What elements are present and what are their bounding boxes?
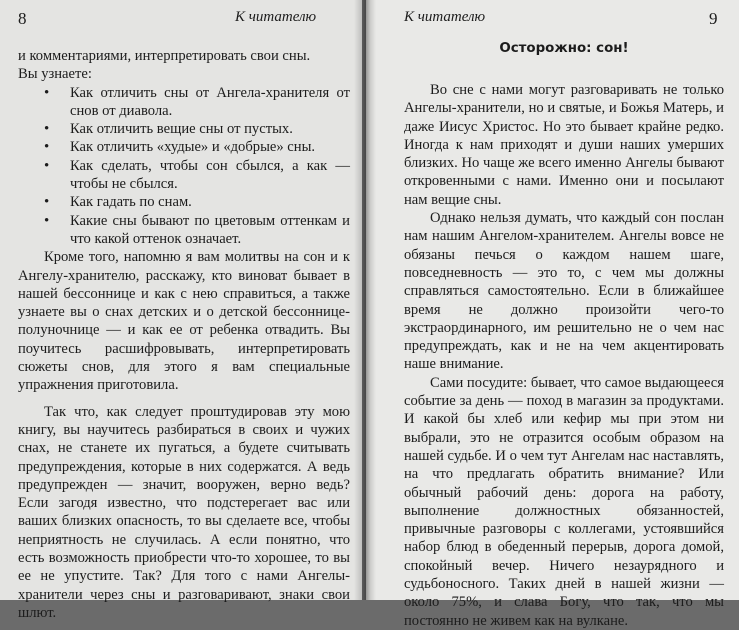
list-item: • Как отличить сны от Ангела-хранителя от снов от диавола. [18,84,350,121]
list-item: • Как гадать по снам. [18,193,350,211]
page-number: 9 [709,9,718,28]
paragraph: Так что, как следует проштудировав эту мою книгу, вы научитесь разбираться в своих и чужих снах, не станете их пугаться, а будете считывать предупреждения, которые в них содержатся. А ведь предупрежден — значит, вооружен, верно ведь? Если загодя известно, что подстерегает вас или ваших близких опасность, то вы сделаете все, чтобы неприятность не случилась. А если понятно, что есть возможность приобрести что-то хорошее, то вы ее не упустите. Так? Для того с нами Ангелы-хранители через сны и разговаривают, знаки свои шлют. [18,403,350,621]
intro-line: Вы узнаете: [18,66,92,83]
page-number: 8 [18,9,27,28]
left-page [0,0,362,621]
bullet-list [18,84,350,249]
list-item: • Как отличить «худые» и «добрые» сны. [18,138,350,156]
paragraph: Кроме того, напомню я вам молитвы на сон и к Ангелу-хранителю, расскажу, кто виноват бывает в нашей бессоннице и как с нею справиться, а также узнаете вы о снах детских и о детской бессоннице-полуночнице — и как ее от ребенка отвадить. Вы поучитесь расшифровывать, интерпретировать сюжеты снов, для этого я вам специальные упражнения приготовила. [18,249,350,394]
paragraph: Во сне с нами могут разговаривать не только Ангелы-хранители, но и святые, и Божья Матерь, и даже Иисус Христос. Но это бывает крайне редко. Иногда к нам приходят и души наших умерших близких. Но чаще же всего именно Ангелы бывают откровенными с нами. Именно они и посылают нам вещие сны. [404,82,724,208]
paragraph: Сами посудите: бывает, что самое выдающееся событие за день — поход в магазин за продуктами. И какой бы хлеб или кефир мы при этом ни выбрали, это не отразится особым образом на нашей судьбе. И о чем тут Ангелам нас наставлять, на что предлагать обратить внимание? Или обычный рабочий день: дорога на работу, выполнение должностных обязанностей, привычные разговоры с коллегами, устоявшийся набор блюд в обеденный перерыв, дорога домой, спокойный вечер. Ничего незаурядного и судьбоносного. Таких дней в нашей жизни — около 75%, и слава Богу, что так, что мы постоянно не живем как на вулкане. [404,374,724,629]
left-body [18,47,350,622]
running-head: К читателю [235,9,317,25]
list-item: • Как отличить вещие сны от пустых. [18,120,350,138]
right-page [366,0,739,629]
section-title: Осторожно: сон! [499,41,629,56]
right-body [404,81,724,630]
paragraph: Однако нельзя думать, что каждый сон послан нам нашим Ангелом-хранителем. Ангелы вовсе не обязаны печься о каждом нашем шаге, повседневность — это то, с чем мы должны справляться самостоятельно. Если в ближайшее время не должно произойти чего-то экстраординарного, им решительно не о чем нас предупреждать, как и не на чем акцентировать наше внимание. [404,210,724,373]
running-head: К читателю [404,9,486,25]
list-item: • Какие сны бывают по цветовым оттенкам и что какой оттенок означает. [18,212,350,249]
intro-line: и комментариями, интерпретировать свои сны. [18,48,311,64]
list-item: • Как сделать, чтобы сон сбылся, а как — чтобы не сбылся. [18,157,350,194]
